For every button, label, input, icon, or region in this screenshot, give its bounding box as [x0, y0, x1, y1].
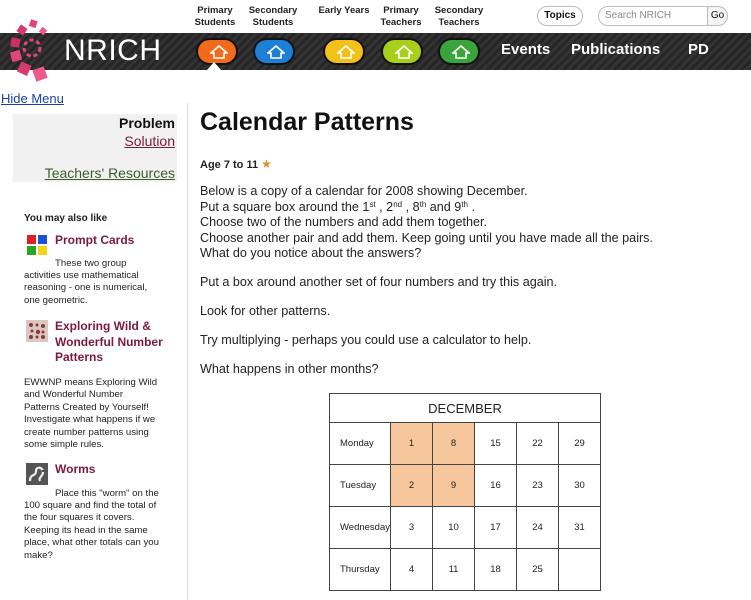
- related-desc: [55, 488, 159, 500]
- calendar-day: Tuesday: [330, 465, 391, 507]
- nav-secondary-students[interactable]: [246, 5, 300, 29]
- calendar-cell: 31: [559, 507, 601, 549]
- nav-label: Primary: [383, 5, 419, 16]
- nav-label: Students: [194, 17, 236, 28]
- calendar-row: [330, 507, 601, 549]
- desc-line: EWWNP means Exploring Wild: [24, 377, 158, 388]
- calendar-cell: 3: [391, 507, 433, 549]
- calendar-row: [330, 465, 601, 507]
- star-icon: ★: [261, 157, 272, 171]
- calendar-cell: 17: [475, 507, 517, 549]
- intro-line: Below is a copy of a calendar for 2008 showing December.: [200, 184, 528, 198]
- text-span: , 8: [402, 199, 420, 214]
- calendar-cell: 24: [517, 507, 559, 549]
- text-span: , 2: [375, 199, 394, 214]
- calendar-month: DECEMBER: [330, 394, 601, 423]
- desc-line: place, what other totals can you: [24, 537, 159, 549]
- calendar-cell: 16: [475, 465, 517, 507]
- calendar-cell-highlighted: 8: [433, 423, 475, 465]
- calendar-row: [330, 423, 601, 465]
- text-span: .: [467, 199, 475, 214]
- calendar-cell: 11: [433, 549, 475, 591]
- nav-early-years[interactable]: [316, 5, 372, 17]
- desc-line: and Wonderful Number: [24, 389, 124, 401]
- text-span: Put a square box around the 1: [200, 199, 370, 214]
- paragraph: Put a box around another set of four numbers and try this again.: [200, 275, 558, 289]
- related-desc: [55, 258, 126, 270]
- sup: st: [369, 199, 376, 209]
- active-pointer: [207, 62, 221, 70]
- desc-line: These two group: [55, 258, 127, 269]
- age-range: [200, 157, 272, 171]
- search-input[interactable]: Search NRICH: [598, 6, 708, 26]
- resource-tabs: [13, 114, 177, 182]
- text-span: and 9: [426, 199, 462, 214]
- sup: th: [461, 199, 468, 209]
- search-go-button[interactable]: Go: [707, 6, 728, 26]
- desc-line: 100 square and find the total of: [24, 500, 157, 511]
- calendar-cell: [559, 549, 601, 591]
- calendar-cell: 4: [391, 549, 433, 591]
- nav-primary-students[interactable]: [193, 5, 237, 29]
- nav-secondary-teachers[interactable]: [432, 5, 486, 29]
- calendar-cell-highlighted: 2: [391, 465, 433, 507]
- paragraph: Look for other patterns.: [200, 304, 331, 318]
- nav-label: Secondary: [248, 5, 298, 16]
- intro-paragraph: [200, 184, 653, 262]
- nav-label: Teachers: [380, 17, 422, 28]
- calendar-cell: 18: [475, 549, 517, 591]
- page-title: Calendar Patterns: [200, 108, 414, 136]
- desc-line: create number patterns using: [24, 426, 149, 438]
- desc-line: Keeping its head in the same: [24, 524, 148, 536]
- calendar-cell-highlighted: 9: [433, 465, 475, 507]
- intro-line: Choose two of the numbers and add them together.: [200, 215, 488, 229]
- intro-line: [200, 200, 653, 216]
- calendar-day: Wednesday: [330, 507, 391, 549]
- age-label: Age 7 to 11: [200, 159, 259, 171]
- top-audience-nav: [0, 0, 751, 33]
- nav-label: Primary: [197, 5, 233, 16]
- related-desc: [24, 270, 147, 307]
- nav-publications-link[interactable]: Publications: [571, 41, 661, 58]
- logo-text[interactable]: NRICH: [64, 34, 162, 67]
- house-secondary-students-icon[interactable]: [253, 38, 295, 65]
- calendar-cell: 15: [475, 423, 517, 465]
- related-title-worms[interactable]: Worms: [55, 462, 96, 476]
- tab-solution[interactable]: Solution: [124, 133, 175, 149]
- topics-button[interactable]: Topics: [537, 6, 583, 26]
- nav-label: Teachers: [438, 17, 480, 28]
- wild-number-patterns-icon[interactable]: [26, 320, 48, 342]
- calendar-day: Monday: [330, 423, 391, 465]
- house-primary-teachers-icon[interactable]: [381, 38, 423, 65]
- nrich-logo-icon[interactable]: [6, 18, 62, 88]
- related-title-prompt-cards[interactable]: Prompt Cards: [55, 233, 135, 247]
- desc-line: make?: [24, 549, 53, 561]
- nav-label: Students: [252, 17, 294, 28]
- nav-events-link[interactable]: Events: [501, 41, 551, 58]
- paragraph: Try multiplying - perhaps you could use a calculator to help.: [200, 333, 532, 347]
- nav-label: Early Years: [318, 5, 370, 16]
- calendar-cell: 22: [517, 423, 559, 465]
- nav-label: Secondary: [434, 5, 484, 16]
- also-like-heading: You may also like: [24, 213, 108, 224]
- desc-line: one geometric.: [24, 294, 88, 306]
- paragraph: What happens in other months?: [200, 362, 379, 376]
- intro-line: Choose another pair and add them. Keep going until you have made all the pairs.: [200, 230, 653, 245]
- related-desc: [24, 377, 157, 451]
- desc-line: activities use mathematical: [24, 270, 139, 281]
- intro-line: What do you notice about the answers?: [200, 246, 422, 260]
- prompt-cards-icon[interactable]: [26, 234, 48, 256]
- related-title-wild-wonderful[interactable]: Exploring Wild & Wonderful Number Patterns: [55, 319, 163, 364]
- calendar-cell: 10: [433, 507, 475, 549]
- sup: th: [419, 199, 427, 209]
- desc-line: Place this "worm" on the: [55, 488, 159, 499]
- nav-primary-teachers[interactable]: [379, 5, 423, 29]
- calendar-cell: 30: [559, 465, 601, 507]
- house-primary-students-icon[interactable]: [196, 38, 238, 65]
- house-secondary-teachers-icon[interactable]: [438, 38, 480, 65]
- calendar-row: [330, 549, 601, 591]
- house-early-years-icon[interactable]: [323, 38, 365, 65]
- tab-problem[interactable]: Problem: [118, 115, 175, 131]
- worms-icon[interactable]: [26, 463, 48, 485]
- desc-line: Patterns Created by Yourself!: [24, 401, 149, 413]
- desc-line: reasoning - one is numerical,: [24, 282, 148, 294]
- nav-pd-link[interactable]: PD: [688, 41, 709, 58]
- december-calendar: [329, 393, 601, 591]
- tab-teachers-resources[interactable]: Teachers' Resources: [44, 165, 175, 181]
- related-desc: [24, 500, 159, 562]
- calendar-cell-highlighted: 1: [391, 423, 433, 465]
- hide-menu-link[interactable]: Hide Menu: [1, 91, 64, 106]
- calendar-cell: 29: [559, 423, 601, 465]
- desc-line: some simple rules.: [24, 439, 104, 451]
- desc-line: the four squares it covers.: [24, 512, 135, 524]
- sup: nd: [393, 199, 403, 209]
- calendar-cell: 25: [517, 549, 559, 591]
- sidebar-divider: [187, 103, 188, 600]
- calendar-cell: 23: [517, 465, 559, 507]
- desc-line: Investigate what happens if we: [24, 414, 156, 426]
- calendar-day: Thursday: [330, 549, 391, 591]
- calendar-header-row: [330, 394, 601, 423]
